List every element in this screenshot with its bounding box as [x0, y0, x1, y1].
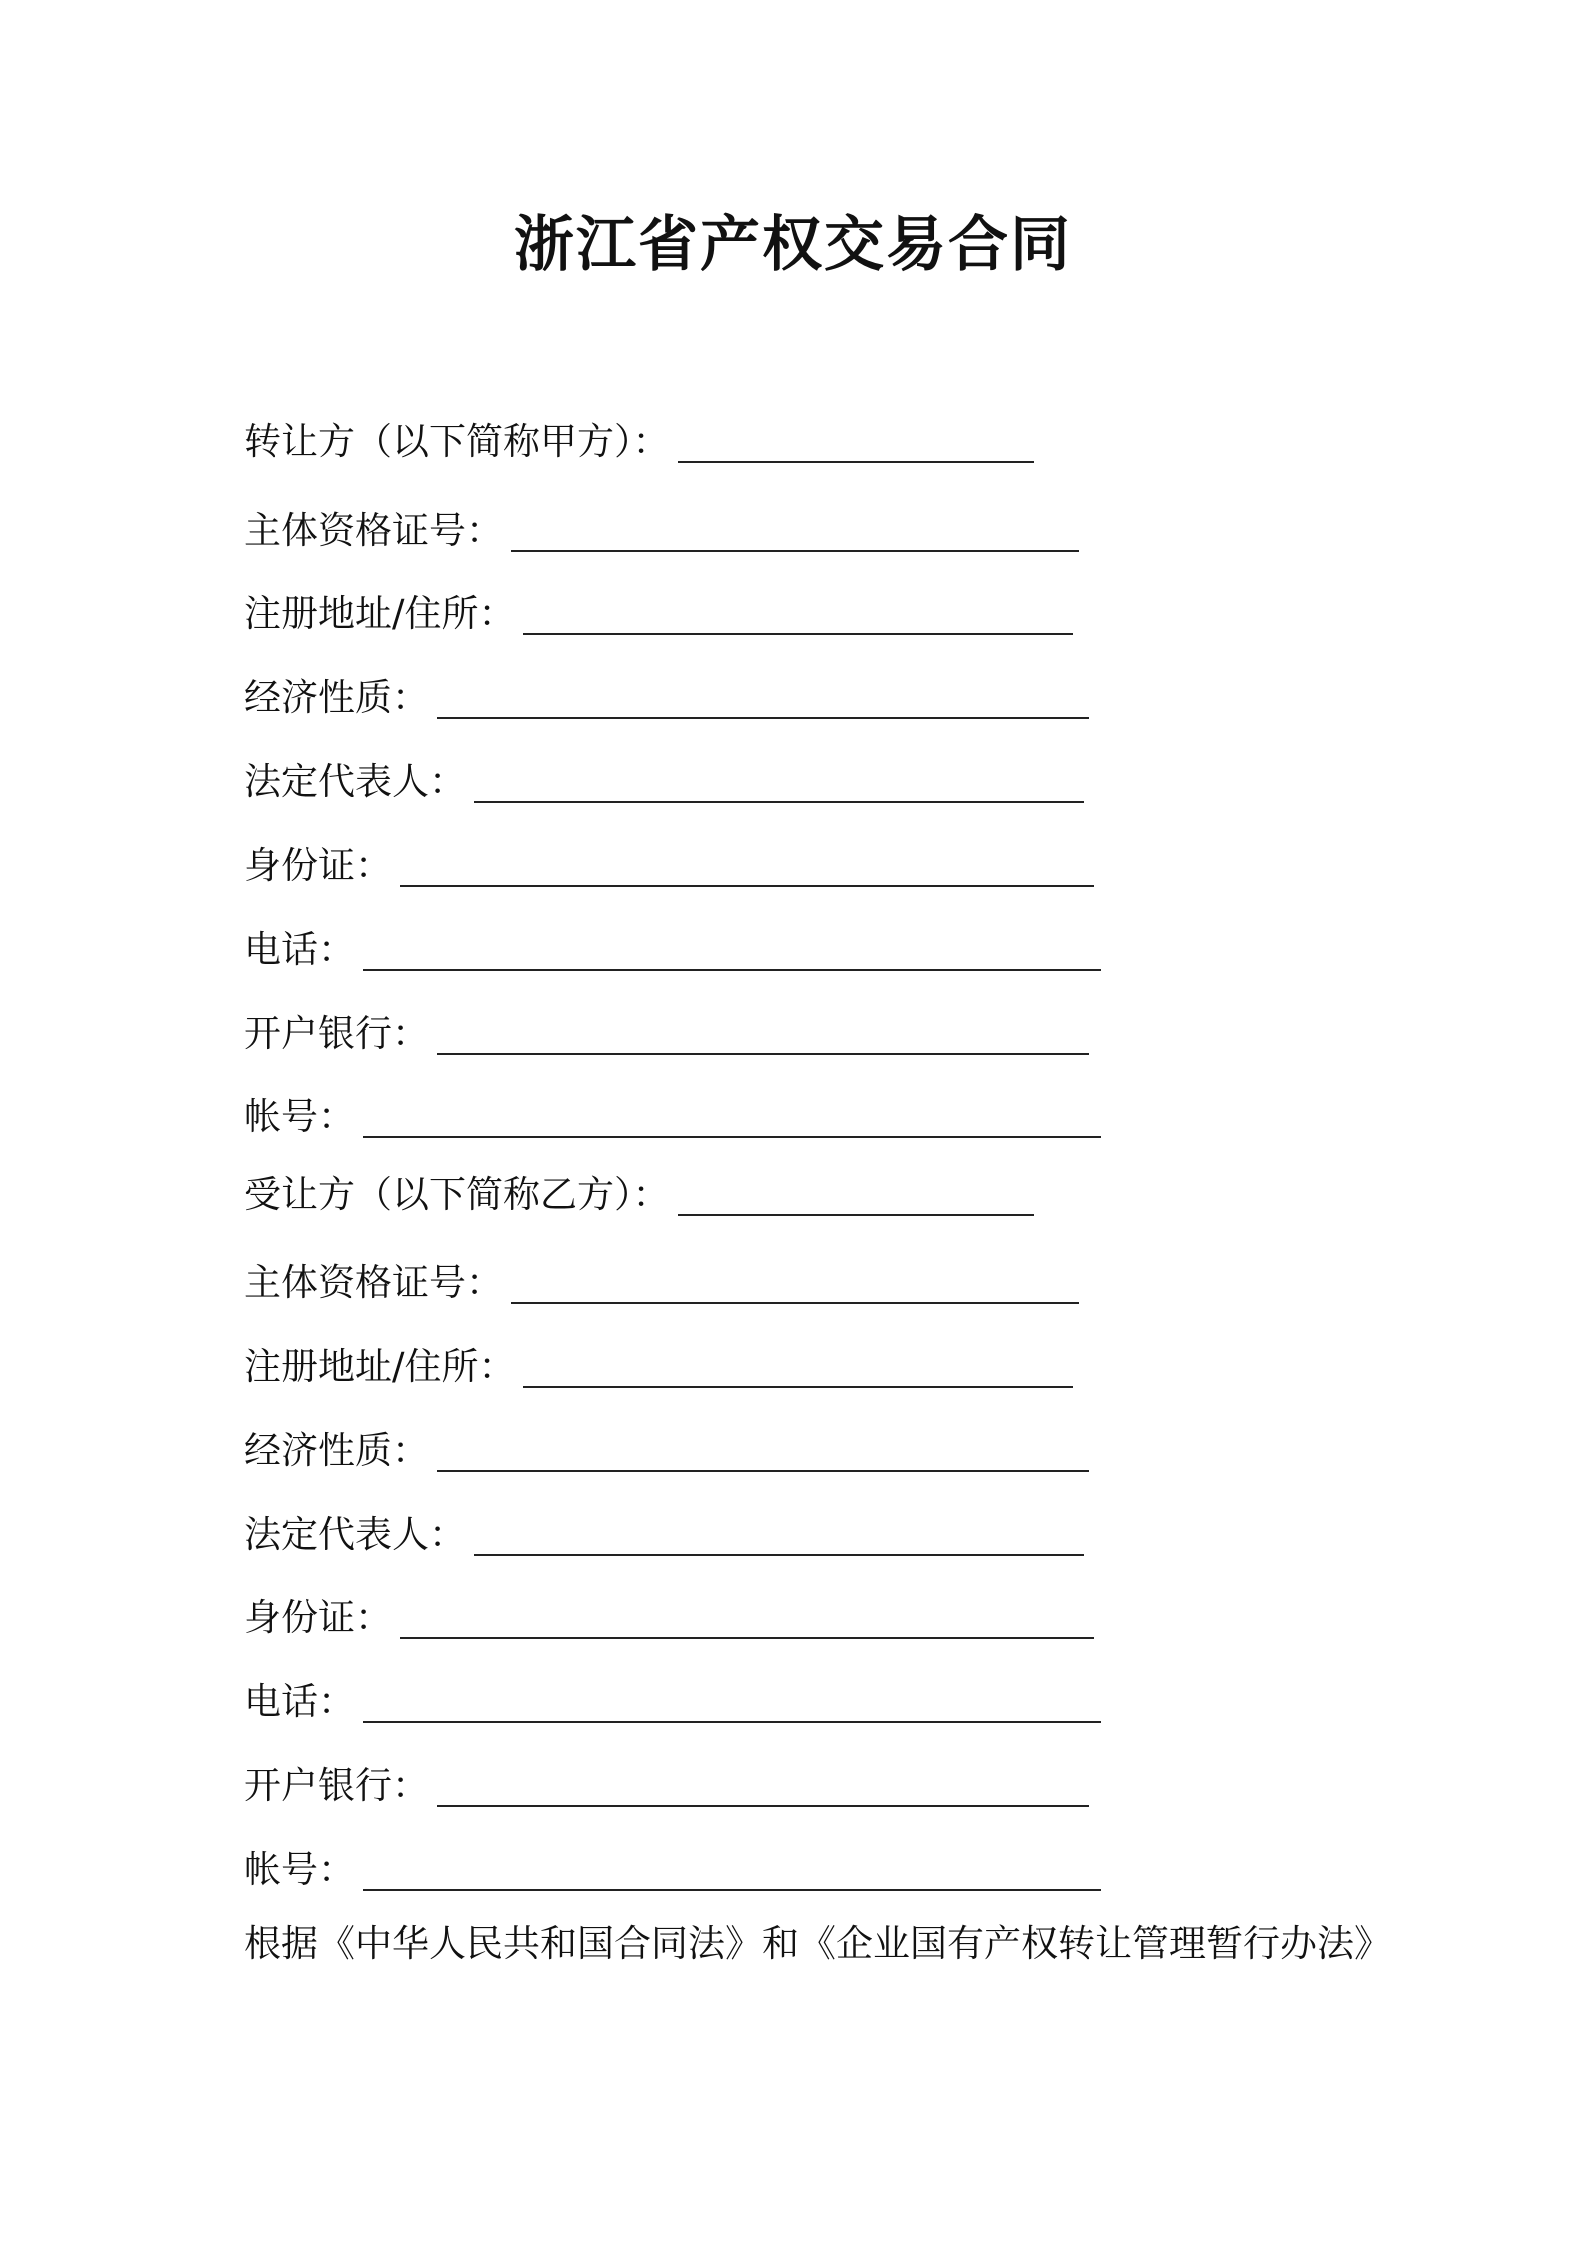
- party-a-bank-row: [244, 1000, 1089, 1060]
- party-b-nature-row: [244, 1417, 1089, 1477]
- party-a-phone-blank[interactable]: [363, 933, 1101, 971]
- party-b-account-row: [244, 1836, 1101, 1896]
- party-b-account-blank[interactable]: [363, 1853, 1101, 1891]
- party-a-bank-label: 开户银行：: [244, 1012, 429, 1055]
- party-a-nature-label: 经济性质：: [244, 676, 429, 719]
- party-a-account-blank[interactable]: [363, 1100, 1101, 1138]
- party-a-license-blank[interactable]: [511, 514, 1079, 552]
- party-a-nature-blank[interactable]: [437, 681, 1089, 719]
- party-a-representative-blank[interactable]: [474, 765, 1084, 803]
- party-b-bank-row: [244, 1752, 1089, 1812]
- party-a-id-blank[interactable]: [400, 849, 1094, 887]
- party-b-address-blank[interactable]: [523, 1350, 1073, 1388]
- party-b-nature-label: 经济性质：: [244, 1429, 429, 1472]
- party-a-account-label: 帐号：: [244, 1095, 355, 1138]
- party-b-bank-blank[interactable]: [437, 1769, 1089, 1807]
- party-b-phone-row: [244, 1668, 1101, 1728]
- party-b-id-row: [244, 1584, 1094, 1644]
- party-a-representative-row: [244, 748, 1084, 808]
- party-b-phone-blank[interactable]: [363, 1685, 1101, 1723]
- party-b-nature-blank[interactable]: [437, 1434, 1089, 1472]
- party-a-phone-label: 电话：: [244, 928, 355, 971]
- party-a-nature-row: [244, 664, 1089, 724]
- party-b-license-row: [244, 1249, 1079, 1309]
- party-a-heading: 转让方（以下简称甲方）：: [244, 420, 670, 463]
- party-a-license-label: 主体资格证号：: [244, 509, 503, 552]
- party-a-representative-label: 法定代表人：: [244, 760, 466, 803]
- party-b-license-label: 主体资格证号：: [244, 1261, 503, 1304]
- party-b-phone-label: 电话：: [244, 1680, 355, 1723]
- party-b-account-label: 帐号：: [244, 1848, 355, 1891]
- party-a-address-blank[interactable]: [523, 597, 1073, 635]
- party-b-id-blank[interactable]: [400, 1601, 1094, 1639]
- party-a-phone-row: [244, 916, 1101, 976]
- party-a-bank-blank[interactable]: [437, 1017, 1089, 1055]
- party-a-address-row: [244, 580, 1073, 640]
- party-a-id-row: [244, 832, 1094, 892]
- party-a-account-row: [244, 1083, 1101, 1143]
- party-b-license-blank[interactable]: [511, 1266, 1079, 1304]
- party-b-heading-row: [244, 1161, 1034, 1221]
- legal-basis-text: 根据《中华人民共和国合同法》和《企业国有产权转让管理暂行办法》: [244, 1922, 1391, 1965]
- party-b-heading: 受让方（以下简称乙方）：: [244, 1173, 670, 1216]
- party-b-bank-label: 开户银行：: [244, 1764, 429, 1807]
- document-title: 浙江省产权交易合同: [514, 210, 1072, 280]
- party-b-id-label: 身份证：: [244, 1596, 392, 1639]
- party-b-representative-row: [244, 1501, 1084, 1561]
- party-b-representative-blank[interactable]: [474, 1518, 1084, 1556]
- party-a-id-label: 身份证：: [244, 844, 392, 887]
- party-a-name-blank[interactable]: [678, 425, 1034, 463]
- party-a-license-row: [244, 497, 1079, 557]
- party-a-address-label: 注册地址/住所：: [244, 592, 516, 635]
- party-b-address-label: 注册地址/住所：: [244, 1345, 516, 1388]
- party-a-heading-row: [244, 408, 1034, 468]
- party-b-representative-label: 法定代表人：: [244, 1513, 466, 1556]
- party-b-address-row: [244, 1333, 1073, 1393]
- party-b-name-blank[interactable]: [678, 1178, 1034, 1216]
